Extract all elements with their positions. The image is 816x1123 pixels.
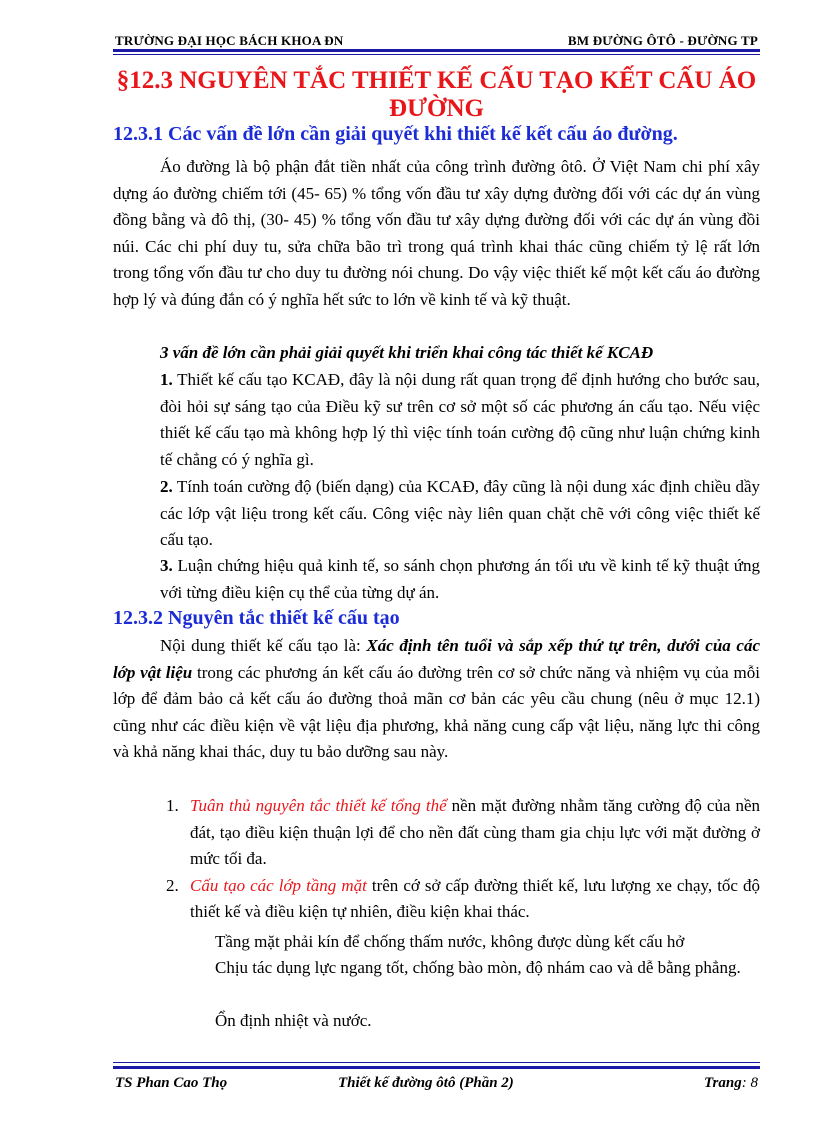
section-2-intro-rest: trong các phương án kết cấu áo đường trên cơ sở chức năng và nhiệm vụ của mỗi lớp để đảm bảo cả kết cấu áo đường thoả mãn cơ bản các yêu cầu chung (nêu ở mục 12.1) cũng như các điều kiện về vật liệu địa phương, khả năng cung cấp vật liệu, năng lực thi công và khả năng khai thác, duy tu bảo dưỡng sau này. xyxy=(113,662,760,761)
principle-item-1-emphasis: Tuân thủ nguyên tắc thiết kế tổng thể xyxy=(190,796,447,815)
problem-item-2-number: 2. xyxy=(160,477,173,496)
section-1-intro: Áo đường là bộ phận đắt tiền nhất của công trình đường ôtô. Ở Việt Nam chi phí xây dựng áo đường chiếm tới (45- 65) % tổng vốn đầu tư xây dựng đường đối với các dự án vùng đồng bằng và đô thị, (30- 45) % tổng vốn đầu tư xây dựng đường đối với các dự án vùng đồi núi. Các chi phí duy tu, sửa chữa bão trì trong quá trình khai thác cũng chiếm tỷ lệ rất lớn trong tổng vốn đầu tư cho duy tu đường nói chung. Do vậy việc thiết kế một kết cấu áo đường hợp lý và đúng đắn có ý nghĩa hết sức to lớn về kinh tế và kỹ thuật. xyxy=(113,157,760,309)
header-rule-thick xyxy=(113,49,760,52)
section-2-intro-lead: Nội dung thiết kế cấu tạo là: xyxy=(160,636,367,655)
footer-page-separator: : xyxy=(741,1075,751,1091)
problem-item-2 xyxy=(160,474,760,554)
section-2-intro xyxy=(113,633,760,766)
problem-item-1 xyxy=(160,367,760,473)
problem-item-1-number: 1. xyxy=(160,370,173,389)
principle-item-2-text: trên cớ sở cấp đường thiết kế, lưu lượng xe chạy, tốc độ thiết kế và điều kiện tự nhiên, điều kiện khai thác. xyxy=(190,875,761,921)
principle-item-2-number: 2. xyxy=(166,875,179,895)
subpoint-2: Chịu tác dụng lực ngang tốt, chống bào mòn, độ nhám cao và dễ bằng phẳng. xyxy=(215,958,741,977)
problem-item-3-text: Luận chứng hiệu quả kinh tế, so sánh chọn phương án tối ưu về kinh tế kỹ thuật ứng với từng điều kiện cụ thể của từng dự án. xyxy=(160,556,760,602)
subpoint-1: Tầng mặt phải kín để chống thấm nước, không được dùng kết cấu hở xyxy=(215,932,685,951)
principle-list xyxy=(166,793,760,926)
section-1-subheading: 3 vấn đề lớn cần phải giải quyết khi triển khai công tác thiết kế KCAĐ xyxy=(160,343,654,362)
footer-page-label: Trang xyxy=(703,1075,742,1091)
footer-author: TS Phan Cao Thọ xyxy=(115,1075,228,1091)
page-title: §12.3 NGUYÊN TẮC THIẾT KẾ CẤU TẠO KẾT CẤU ÁO ĐƯỜNG xyxy=(116,67,757,122)
problem-item-3 xyxy=(160,553,760,606)
header-rule-thin xyxy=(113,54,760,55)
principle-item-1 xyxy=(166,793,760,873)
problem-item-3-number: 3. xyxy=(160,556,173,575)
header-department: BM ĐƯỜNG ÔTÔ - ĐƯỜNG TP xyxy=(567,33,758,48)
page-header xyxy=(113,28,760,48)
problem-item-2-text: Tính toán cường độ (biến dạng) của KCAĐ, đây cũng là nội dung xác định chiều dầy các lớp vật liệu trong kết cấu. Công việc này liên quan chặt chẽ với công việc thiết kế cấu tạo. xyxy=(160,477,760,549)
problem-item-1-text: Thiết kế cấu tạo KCAĐ, đây là nội dung rất quan trọng để định hướng cho bước sau, đòi hỏi sự sáng tạo của Điều kỹ sư trên cơ sở một số các phương án cấu tạo. Nếu việc thiết kế cấu tạo mà không hợp lý thì việc tính toán cường độ cũng như luận chứng kinh tế chẳng có ý nghĩa gì. xyxy=(160,370,760,469)
footer-rule-thick xyxy=(113,1066,760,1069)
principle-item-2 xyxy=(166,873,760,926)
principle-item-2-emphasis: Cấu tạo các lớp tầng mặt xyxy=(190,875,367,895)
principle-item-1-number: 1. xyxy=(166,796,179,815)
footer-page xyxy=(704,1075,758,1092)
section-2-intro-emphasis: Xác định tên tuổi và sắp xếp thứ tự trên, dưới của các lớp vật liệu xyxy=(113,636,760,682)
page-footer xyxy=(113,1073,760,1095)
footer-document-title: Thiết kế đường ôtô (Phần 2) xyxy=(338,1075,514,1091)
section-2-heading: 12.3.2 Nguyên tắc thiết kế cấu tạo xyxy=(113,607,400,629)
footer-rule-thin xyxy=(113,1062,760,1063)
subpoint-3: Ổn định nhiệt và nước. xyxy=(215,1011,372,1030)
footer-page-number: 8 xyxy=(750,1075,758,1091)
section-1-heading: 12.3.1 Các vấn đề lớn cần giải quyết khi thiết kế kết cấu áo đường. xyxy=(113,123,678,145)
header-university: TRƯỜNG ĐẠI HỌC BÁCH KHOA ĐN xyxy=(115,33,344,48)
principle-item-1-text: nền mặt đường nhằm tăng cường độ của nền đát, tạo điều kiện thuận lợi để cho nền đất cùng tham gia chịu lực với mặt đường ở mức tối đa. xyxy=(190,796,760,868)
